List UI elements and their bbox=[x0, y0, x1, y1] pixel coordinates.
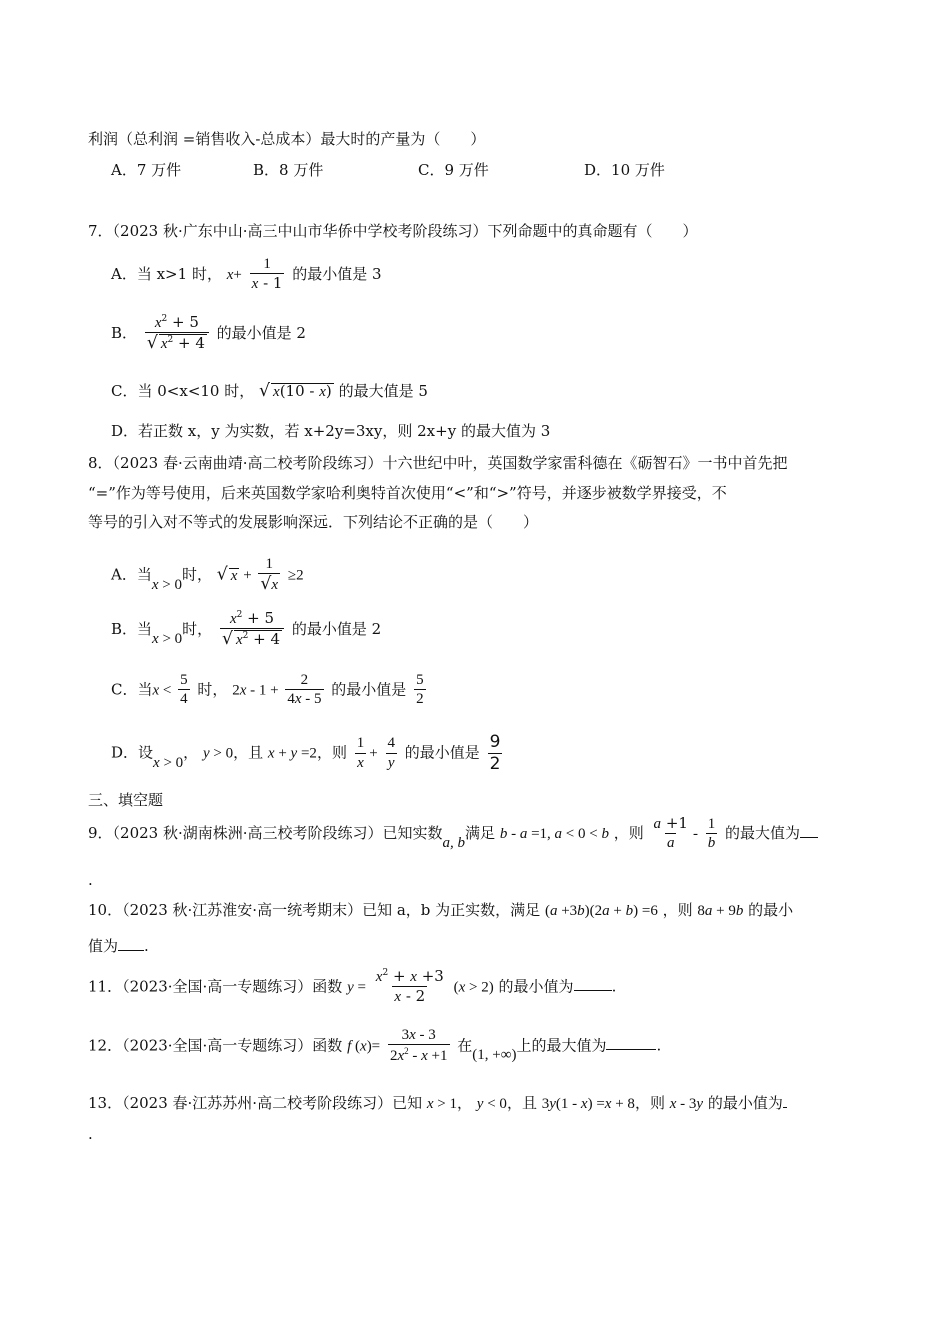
q8-stem-1: 8．（2023 春·云南曲靖·高二校考阶段练习）十六世纪中叶，英国数学家雷科德在《砺智石》一书中首先把 bbox=[88, 454, 788, 472]
formula: $\frac{5}{2}$ bbox=[416, 672, 424, 708]
q9-end: . bbox=[88, 871, 93, 889]
q6-option-a: A．7 万件 bbox=[111, 161, 182, 179]
formula: $\frac{5}{4}$ bbox=[180, 672, 188, 708]
q7-option-c: C．当 0<x<10 时， √ x(10 - x) 的最大值是 5 bbox=[111, 381, 428, 401]
formula: $\frac{4}{y}$ bbox=[387, 735, 395, 771]
formula: $\frac{1}{x}$ bbox=[356, 735, 365, 771]
q10-line-2: 值为 . bbox=[88, 937, 149, 955]
q7-option-b: B． $\frac{x^2 + 5}{√ x^2 + 4}$ 的最小值是 2 bbox=[111, 313, 306, 354]
formula: x(10 - x) bbox=[273, 382, 332, 400]
q7-option-d: D．若正数 x，y 为实数，若 x+2y=3xy，则 2x+y 的最大值为 3 bbox=[111, 422, 551, 440]
formula: $\frac{x^2 + 5}{√ x^2 + 4}$ bbox=[220, 610, 284, 650]
q13: 13．（2023 春·江苏苏州·高二校考阶段练习）已知 x > 1， y < 0，且 3y(1 - x) =x + 8，则 x - 3y 的最小值为 bbox=[88, 1093, 787, 1112]
q8-stem-3: 等号的引入对不等式的发展影响深远．下列结论不正确的是（ ） bbox=[88, 513, 539, 531]
q8-stem-2: “=”作为等号使用，后来英国数学家哈利奥特首次使用“<”和“>”符号，并逐步被数学界接受，不 bbox=[88, 484, 727, 502]
q6-option-b: B．8 万件 bbox=[253, 161, 324, 179]
q10: 10．（2023 秋·江苏淮安·高一统考期末）已知 a，b 为正实数，满足 (a +3b)(2a + b) =6 ，则 8a + 9b 的最小 bbox=[88, 901, 794, 919]
formula: $\frac{a +1}{a}$ bbox=[653, 814, 688, 852]
formula: $\frac{1}{√x}$ bbox=[260, 556, 279, 595]
q8-option-d: D．设x > 0， y > 0，且 x + y =2，则 $\frac{1}{x}$ + $\frac{4}{y}$ 的最小值是 $\frac{9}{2}$ bbox=[111, 732, 501, 774]
q7-stem: 7．（2023 秋·广东中山·高三中山市华侨中学校考阶段练习）下列命题中的真命题有（ ） bbox=[88, 222, 698, 240]
q8-option-a: A．当x > 0时， √ x + $\frac{1}{√x}$ ≥2 bbox=[111, 556, 304, 595]
q13-end: . bbox=[88, 1125, 93, 1143]
q11: 11．（2023·全国·高一专题练习）函数 y = $\frac{x^2 + x +3}{x - 2}$ (x > 2) 的最小值为 . bbox=[88, 967, 617, 1006]
q7-option-a: A．当 x>1 时， x+ $\frac{1}{x - 1}$ 的最小值是 3 bbox=[111, 256, 382, 293]
formula: $\frac{x^2 + x +3}{x - 2}$ bbox=[375, 967, 444, 1006]
formula: $\frac{9}{2}$ bbox=[489, 732, 501, 774]
q6-option-c: C．9 万件 bbox=[418, 161, 489, 179]
formula: $\frac{1}{x - 1}$ bbox=[251, 256, 283, 293]
formula: $\frac{3x - 3}{2x^2 - x +1}$ bbox=[389, 1027, 448, 1065]
formula: $\frac{1}{b}$ bbox=[707, 815, 716, 851]
q6-continued: 利润（总利润 =销售收入-总成本）最大时的产量为（ ） bbox=[88, 130, 486, 148]
q6-option-d: D．10 万件 bbox=[584, 161, 665, 179]
formula: $\frac{x^2 + 5}{√ x^2 + 4}$ bbox=[145, 314, 209, 354]
q8-option-b: B．当x > 0时， $\frac{x^2 + 5}{√ x^2 + 4}$ 的最小值是 2 bbox=[111, 609, 382, 650]
formula: $\frac{2}{4x - 5}$ bbox=[287, 672, 322, 708]
q12: 12．（2023·全国·高一专题练习）函数 f (x)= $\frac{3x - 3}{2x^2 - x +1}$ 在(1, +∞)上的最大值为 . bbox=[88, 1027, 662, 1065]
q9: 9．（2023 秋·湖南株洲·高三校考阶段练习）已知实数a, b满足 b - a =1, a < 0 < b ，则 $\frac{a +1}{a}$ - $\frac{1}{b}$ 的最大值为 bbox=[88, 815, 818, 853]
q8-option-c: C．当x < $\frac{5}{4}$ 时， 2x - 1 + $\frac{2}{4x - 5}$ 的最小值是 $\frac{5}{2}$ bbox=[111, 672, 424, 708]
section-header: 三、填空题 bbox=[88, 791, 164, 809]
